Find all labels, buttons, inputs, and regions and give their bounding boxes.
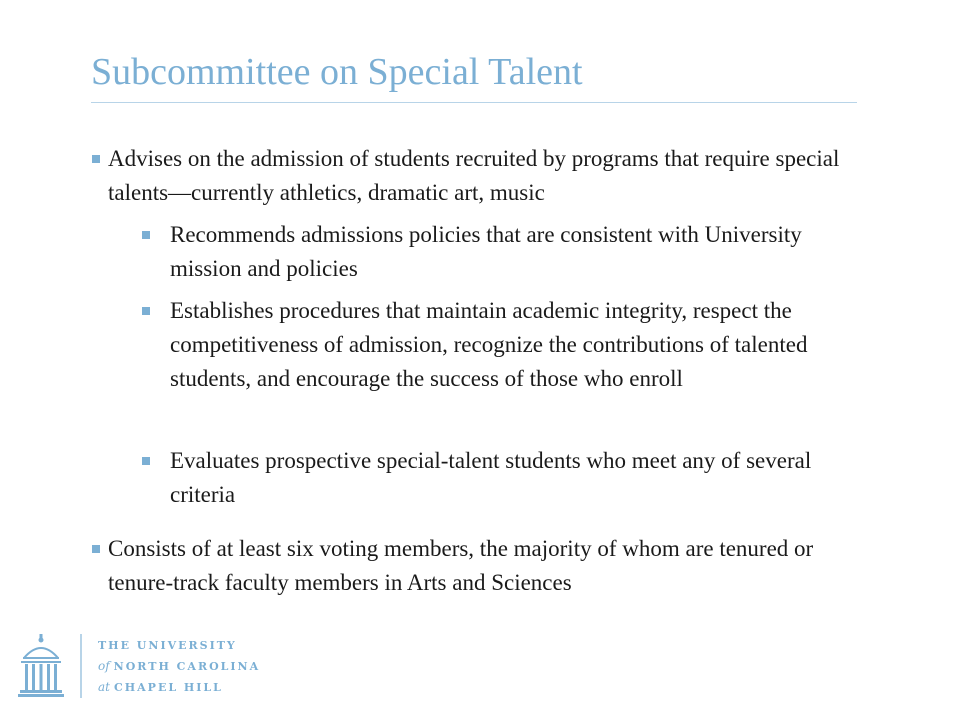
bullet-item [90, 532, 880, 600]
square-bullet-icon [142, 457, 150, 465]
title-divider [91, 102, 857, 103]
old-well-icon [18, 632, 64, 700]
logo-line-3-prefix: at [98, 680, 110, 694]
logo-divider [80, 634, 82, 698]
sub-bullet-text: Recommends admissions policies that are consistent with University mission and policies [170, 222, 802, 281]
bullet-text: Consists of at least six voting members, the majority of whom are tenured or tenure-track faculty members in Arts and Sciences [108, 536, 814, 595]
logo-line-3: CHAPEL HILL [113, 681, 223, 694]
square-bullet-icon [142, 231, 150, 239]
bullet-text: Advises on the admission of students recruited by programs that require special talents—currently athletics, dramatic art, music [108, 146, 840, 205]
logo-wordmark [98, 636, 260, 698]
sub-bullet-item [140, 218, 860, 286]
logo-line-2-prefix: of [98, 659, 110, 673]
sub-bullet-item [140, 444, 860, 512]
square-bullet-icon [92, 545, 100, 553]
square-bullet-icon [142, 307, 150, 315]
sub-bullet-text: Evaluates prospective special-talent students who meet any of several criteria [170, 448, 812, 507]
square-bullet-icon [92, 155, 100, 163]
logo-line-2: NORTH CAROLINA [113, 660, 261, 673]
logo-line-1: THE UNIVERSITY [98, 639, 237, 652]
sub-bullet-text: Establishes procedures that maintain academic integrity, respect the competitiveness of admission, recognize the contributions of talented students, and encourage the success of those who enroll [170, 298, 808, 391]
slide-title: Subcommittee on Special Talent [91, 51, 583, 93]
university-logo [18, 632, 318, 702]
sub-bullet-item [140, 294, 860, 396]
bullet-item [90, 142, 880, 210]
